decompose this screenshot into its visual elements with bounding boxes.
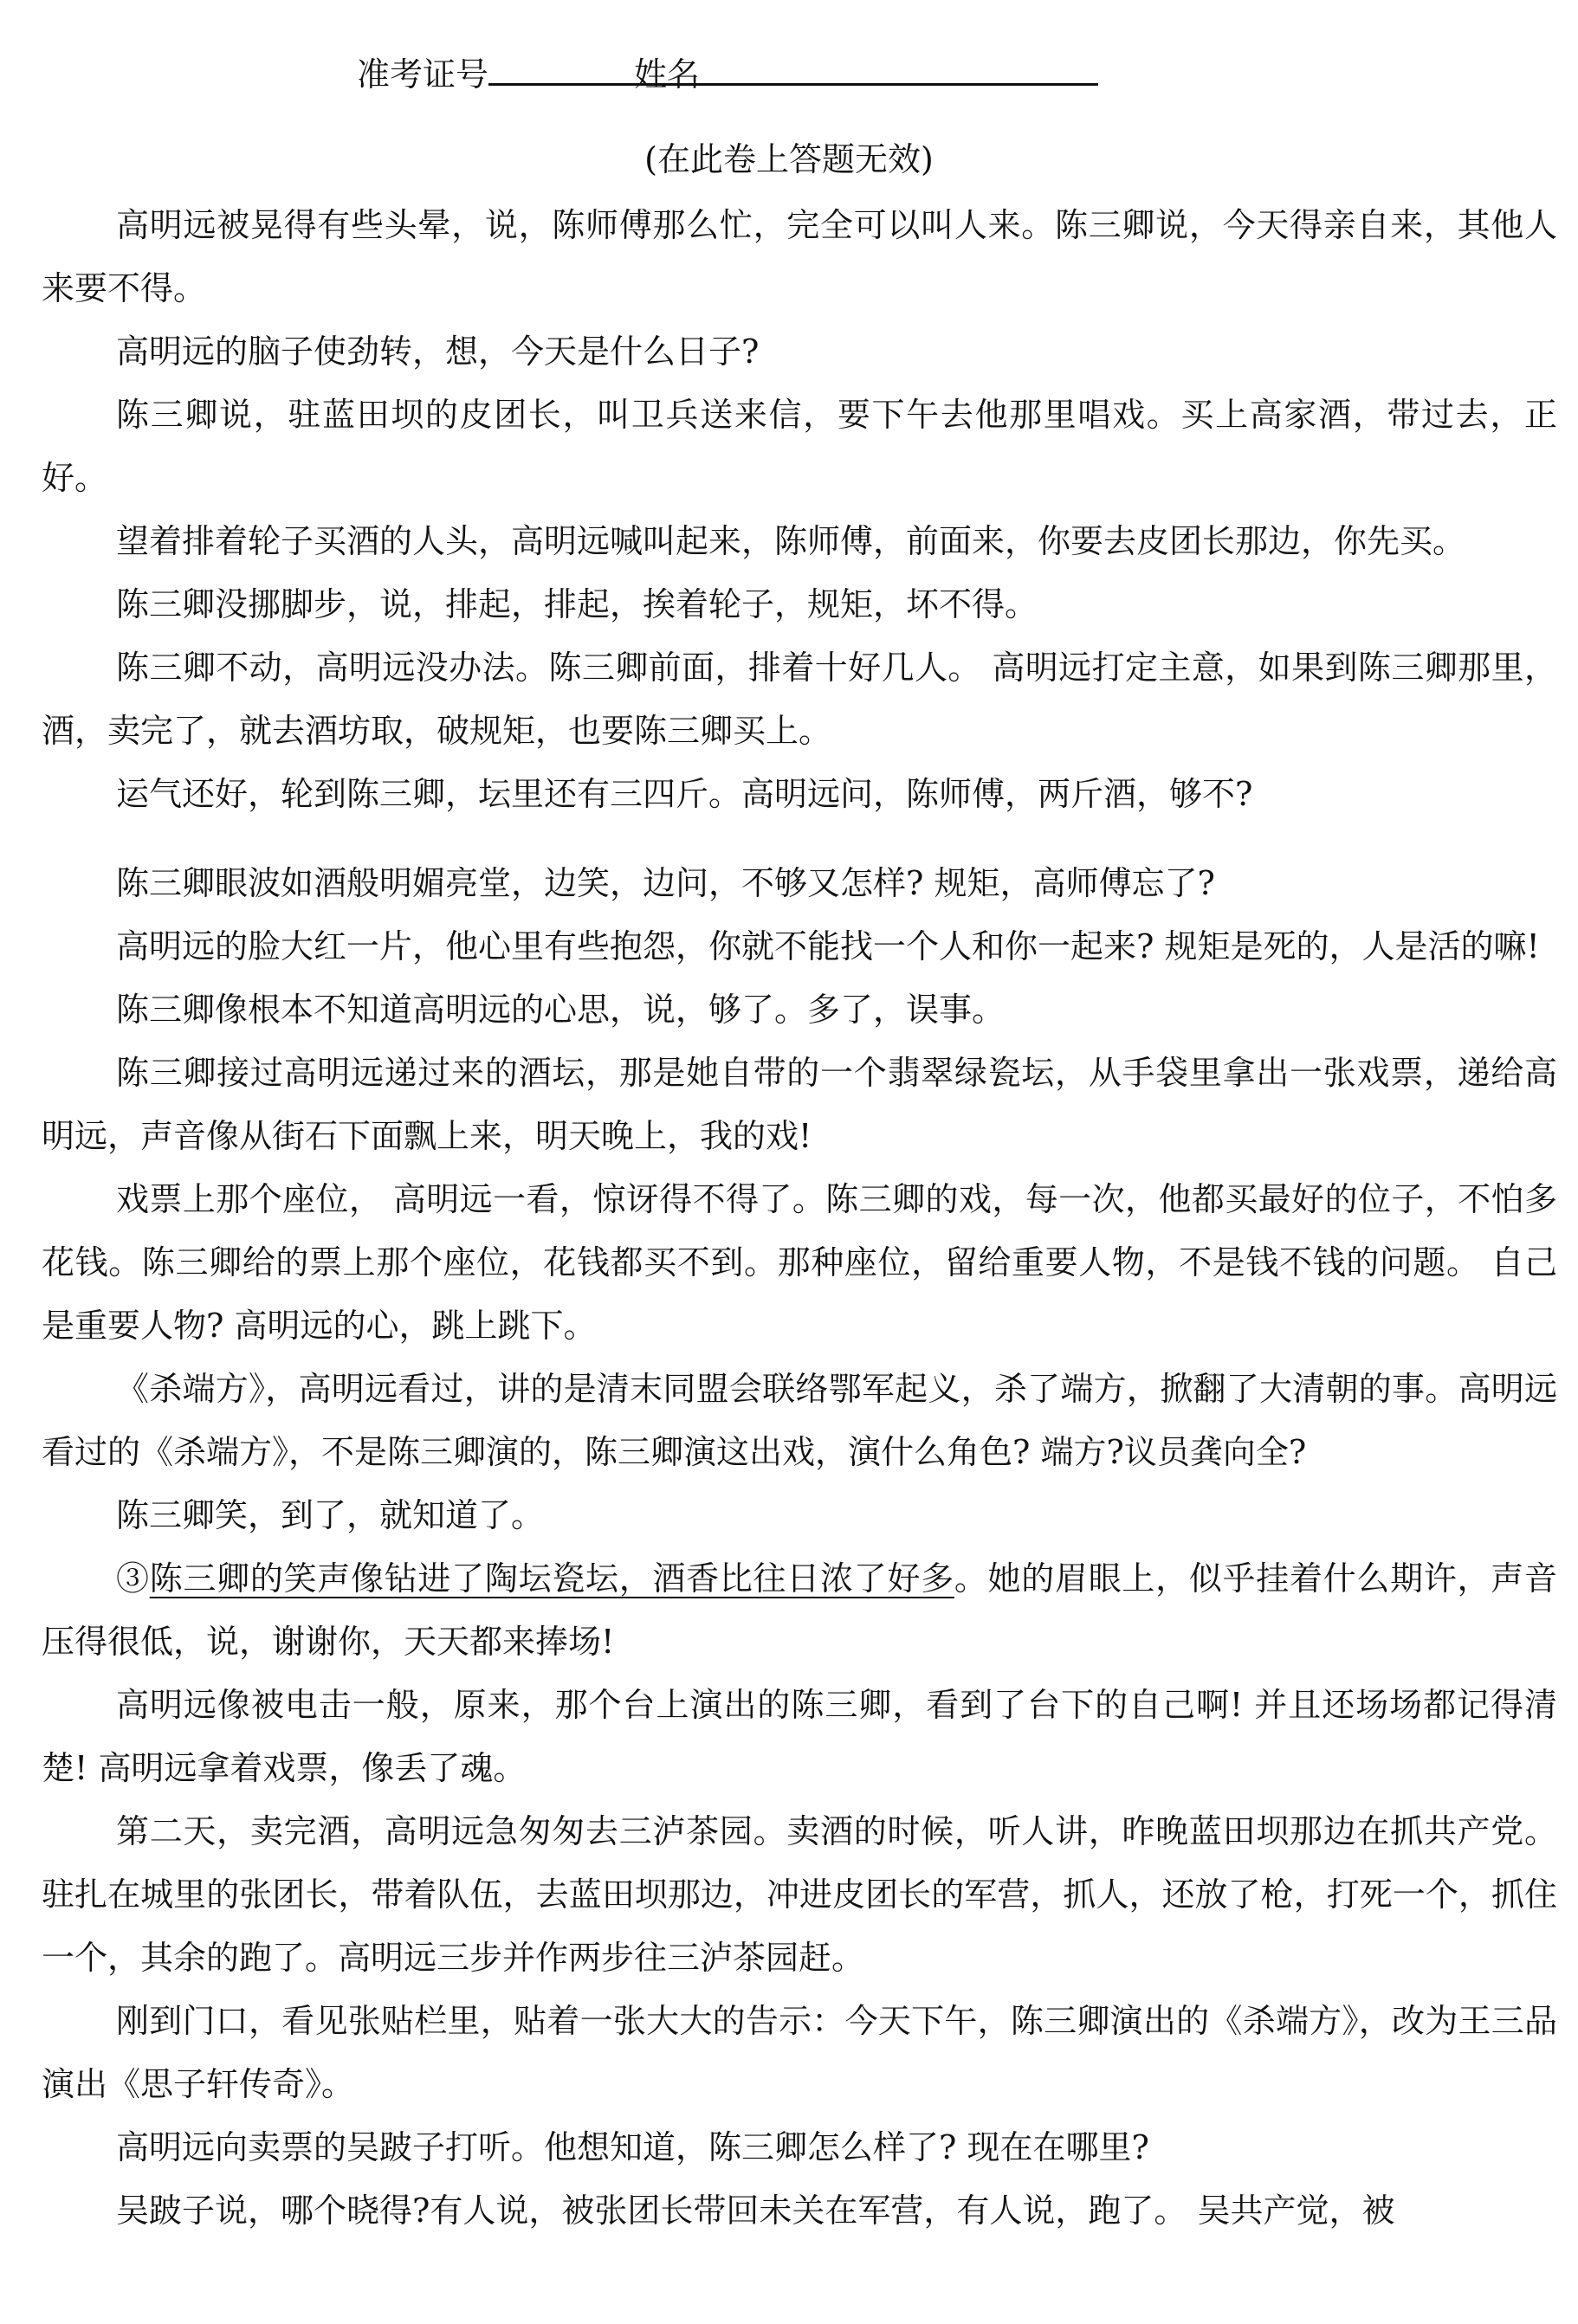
underlined-sentence: 陈三卿的笑声像钻进了陶坛瓷坛，酒香比往日浓了好多 bbox=[149, 1559, 954, 1598]
paragraph: 陈三卿说，驻蓝田坝的皮团长，叫卫兵送来信，要下午去他那里唱戏。买上高家酒，带过去，正好。 bbox=[42, 396, 1557, 497]
paragraph: 《杀端方》，高明远看过，讲的是清末同盟会联络鄂军起义，杀了端方，掀翻了大清朝的事。高明远看过的《杀端方》，不是陈三卿演的，陈三卿演这出戏，演什么角色? 端方?议员龚向全? bbox=[42, 1370, 1557, 1471]
paragraph: 高明远向卖票的吴跛子打听。他想知道，陈三卿怎么样了? 现在在哪里? bbox=[116, 2128, 1149, 2166]
name-label: 姓名 bbox=[634, 55, 701, 94]
paragraph: 高明远被晃得有些头晕，说，陈师傅那么忙，完全可以叫人来。陈三卿说，今天得亲自来，其他人来要不得。 bbox=[42, 206, 1557, 307]
invalid-answer-notice: (在此卷上答题无效) bbox=[644, 140, 934, 178]
paragraph: 吴跛子说，哪个晓得?有人说，被张团长带回未关在军营，有人说，跑了。 吴共产觉，被 bbox=[116, 2192, 1395, 2230]
question-marker: ③ bbox=[116, 1559, 150, 1598]
exam-id-label: 准考证号 bbox=[357, 55, 489, 94]
exam-header bbox=[357, 54, 1098, 95]
passage-body bbox=[42, 194, 1557, 2243]
paragraph: 陈三卿接过高明远递过来的酒坛，那是她自带的一个翡翠绿瓷坛，从手袋里拿出一张戏票，递给高明远，声音像从街石下面飘上来，明天晚上，我的戏! bbox=[42, 1054, 1557, 1155]
paragraph: 高明远的脑子使劲转，想，今天是什么日子? bbox=[116, 332, 760, 371]
paragraph: 戏票上那个座位， 高明远一看，惊讶得不得了。陈三卿的戏，每一次，他都买最好的位子，不怕多花钱。陈三卿给的票上那个座位，花钱都买不到。那种座位，留给重要人物，不是钱不钱的问题。 自己是重要人物? 高明远的心，跳上跳下。 bbox=[42, 1180, 1557, 1345]
paragraph: 望着排着轮子买酒的人头，高明远喊叫起来，陈师傅，前面来，你要去皮团长那边，你先买。 bbox=[116, 522, 1466, 560]
paragraph: 陈三卿笑，到了，就知道了。 bbox=[116, 1496, 545, 1534]
name-blank[interactable] bbox=[700, 54, 1098, 86]
paragraph: 高明远像被电击一般，原来，那个台上演出的陈三卿，看到了台下的自己啊! 并且还场场都记得清楚! 高明远拿着戏票，像丢了魂。 bbox=[42, 1686, 1557, 1787]
marked-paragraph bbox=[42, 1547, 1557, 1674]
paragraph: 运气还好，轮到陈三卿，坛里还有三四斤。高明远问，陈师傅，两斤酒，够不? bbox=[116, 775, 1253, 813]
paragraph-rest: 。她的眉眼上，似乎挂着什么期许，声音压得很低，说，谢谢你，天天都来捧场! bbox=[42, 1559, 1557, 1661]
paragraph: 陈三卿像根本不知道高明远的心思，说，够了。多了，误事。 bbox=[116, 991, 1006, 1029]
paragraph: 陈三卿没挪脚步，说，排起，排起，挨着轮子，规矩，坏不得。 bbox=[116, 585, 1038, 623]
paragraph: 第二天，卖完酒，高明远急匆匆去三泸茶园。卖酒的时候，听人讲，昨晚蓝田坝那边在抓共产党。驻扎在城里的张团长，带着队伍，去蓝田坝那边，冲进皮团长的军营，抓人，还放了枪，打死一个，抓住一个，其余的跑了。高明远三步并作两步往三泸茶园赶。 bbox=[42, 1812, 1557, 1977]
paragraph: 陈三卿眼波如酒般明媚亮堂，边笑，边问，不够又怎样? 规矩，高师傅忘了? bbox=[116, 864, 1215, 902]
paragraph: 高明远的脸大红一片，他心里有些抱怨，你就不能找一个人和你一起来? 规矩是死的，人是活的嘛! bbox=[116, 927, 1540, 965]
paragraph: 刚到门口，看见张贴栏里，贴着一张大大的告示：今天下午，陈三卿演出的《杀端方》，改为王三品演出《思子轩传奇》。 bbox=[42, 2002, 1557, 2103]
paragraph: 陈三卿不动，高明远没办法。陈三卿前面，排着十好几人。 高明远打定主意，如果到陈三卿那里，酒，卖完了，就去酒坊取，破规矩，也要陈三卿买上。 bbox=[42, 649, 1557, 750]
